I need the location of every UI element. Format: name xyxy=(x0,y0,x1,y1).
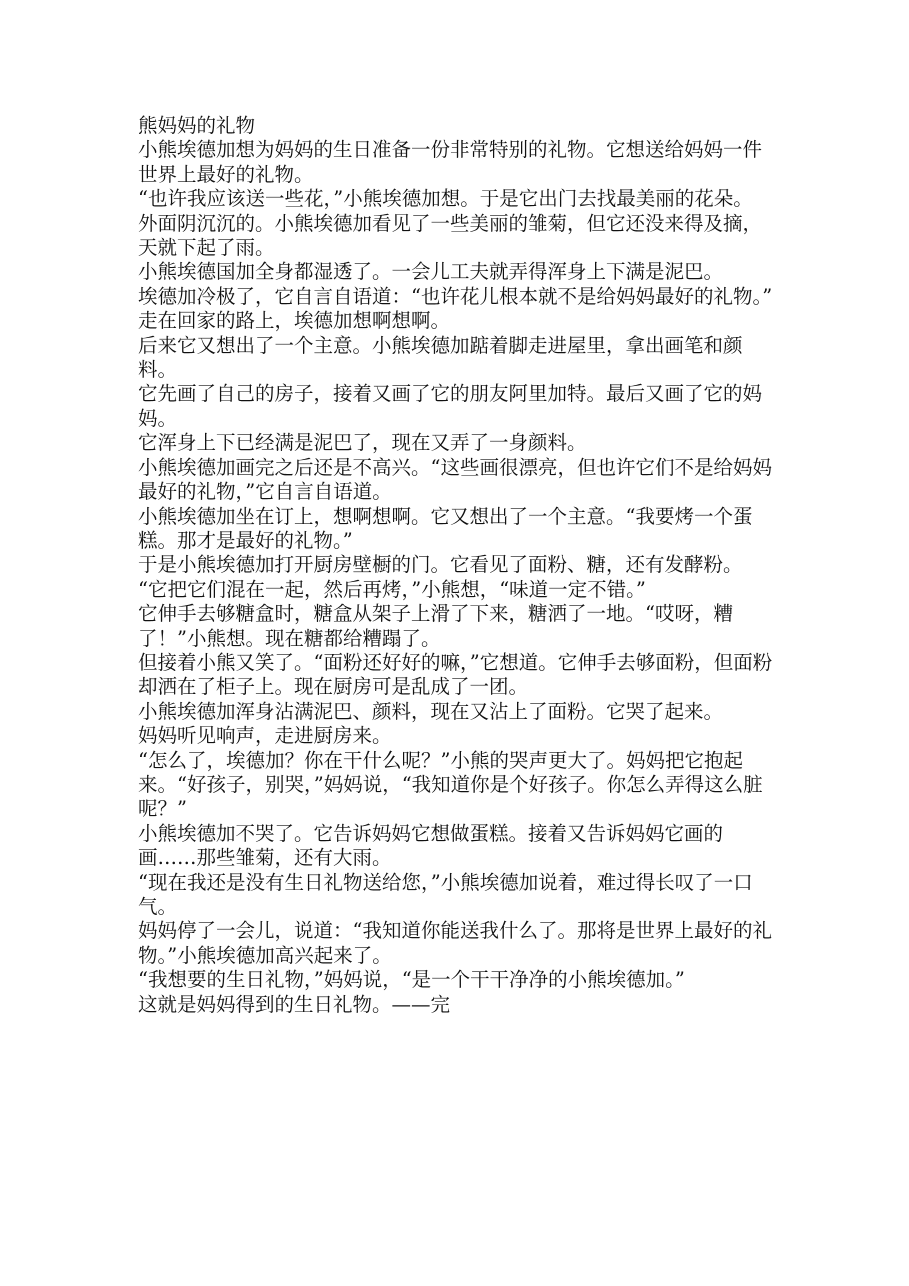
paragraph: “怎么了，埃德加？你在干什么呢？”小熊的哭声更大了。妈妈把它抱起来。“好孩子，别哭，”妈妈说，“我知道你是个好孩子。你怎么弄得这么脏呢？” xyxy=(138,748,763,821)
paragraph: 外面阴沉沉的。小熊埃德加看见了一些美丽的雏菊，但它还没来得及摘，天就下起了雨。 xyxy=(138,211,763,260)
paragraph: 但接着小熊又笑了。“面粉还好好的嘛，”它想道。它伸手去够面粉，但面粉却洒在了柜子上。现在厨房可是乱成了一团。 xyxy=(138,650,773,699)
paragraph: “我想要的生日礼物，”妈妈说，“是一个干干净净的小熊埃德加。” xyxy=(138,968,685,992)
paragraph: 走在回家的路上，埃德加想啊想啊。 xyxy=(138,309,451,333)
paragraph: 后来它又想出了一个主意。小熊埃德加踮着脚走进屋里，拿出画笔和颜料。 xyxy=(138,333,743,382)
paragraph: 它浑身上下已经满是泥巴了，现在又弄了一身颜料。 xyxy=(138,431,587,455)
paragraph: 妈妈听见响声，走进厨房来。 xyxy=(138,724,392,748)
paragraph: 于是小熊埃德加打开厨房壁橱的门。它看见了面粉、糖，还有发酵粉。 xyxy=(138,553,743,577)
paragraph: 它伸手去够糖盒时，糖盒从架子上滑了下来，糖洒了一地。“哎呀，糟了！”小熊想。现在糖都给糟蹋了。 xyxy=(138,602,733,650)
paragraph: “也许我应该送一些花，”小熊埃德加想。于是它出门去找最美丽的花朵。 xyxy=(138,187,753,211)
paragraph: “现在我还是没有生日礼物送给您，”小熊埃德加说着，难过得长叹了一口气。 xyxy=(138,870,753,918)
paragraph: 小熊埃德加坐在订上，想啊想啊。它又想出了一个主意。“我要烤一个蛋糕。那才是最好的礼物。” xyxy=(138,504,753,552)
paragraph: 小熊埃德国加全身都湿透了。一会儿工夫就弄得浑身上下满是泥巴。 xyxy=(138,260,724,284)
document-body xyxy=(138,114,773,1017)
document-title: 熊妈妈的礼物 xyxy=(138,114,256,137)
paragraph: 妈妈停了一会儿，说道：“我知道你能送我什么了。那将是世界上最好的礼物。”小熊埃德加高兴起来了。 xyxy=(138,919,772,967)
paragraph: 小熊埃德加画完之后还是不高兴。“这些画很漂亮，但也许它们不是给妈妈最好的礼物，”它自言自语道。 xyxy=(138,455,772,504)
paragraph: 它先画了自己的房子，接着又画了它的朋友阿里加特。最后又画了它的妈妈。 xyxy=(138,382,763,430)
paragraph: 小熊埃德加不哭了。它告诉妈妈它想做蛋糕。接着又告诉妈妈它画的画……那些雏菊，还有大雨。 xyxy=(138,821,724,870)
paragraph: 小熊埃德加想为妈妈的生日准备一份非常特别的礼物。它想送给妈妈一件世界上最好的礼物。 xyxy=(138,138,763,186)
paragraph: “它把它们混在一起，然后再烤，”小熊想，“味道一定不错。” xyxy=(138,577,646,601)
paragraph: 小熊埃德加浑身沾满泥巴、颜料，现在又沾上了面粉。它哭了起来。 xyxy=(138,699,724,723)
paragraph: 埃德加冷极了，它自言自语道：“也许花儿根本就不是给妈妈最好的礼物。” xyxy=(138,284,773,308)
paragraph-ending: 这就是妈妈得到的生日礼物。——完 xyxy=(138,992,451,1016)
